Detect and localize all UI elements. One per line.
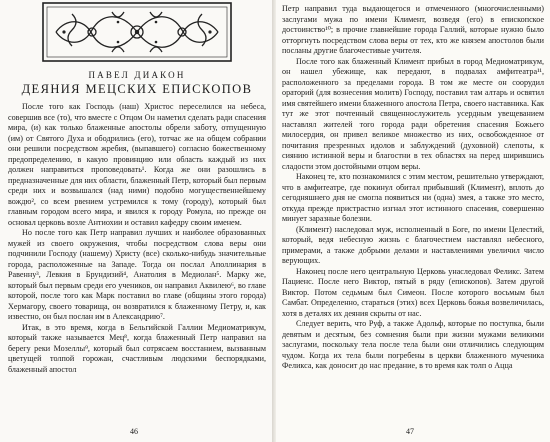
paragraph: Петр направил туда выдающегося и отмеченного (многочисленными) заслугами мужа по имени Климент, возведя (его) в епископское достоинство¹⁰; в прочие главнейшие города Галлий, которые нужно было отторгнуть посредством слова веры от тех, кто же князем апостолов были посланы другие благочестивые учителя. <box>282 4 544 55</box>
right-page <box>276 0 550 442</box>
author-heading: ПАВЕЛ ДИАКОН <box>88 70 186 80</box>
left-page <box>0 0 272 442</box>
page-number: 47 <box>406 427 414 436</box>
paragraph: После того как блаженный Климент прибыл в город Медиоматрикум, он нашел убежище, как передают, в подвалах амфитеатра¹¹, расположенного за пределами города. В том же месте он соорудил ораторий (для вознесения молитв) Господу, поставил там алтарь и освятил имя святейшего имени блаженного апостола Петра, своего наставника. Как тут же этот почтенный священнослужитель усердным увещеванием наставлял жителей того города ради обретения спасения Божьего милосердия, он привел великое множество из них, освобожденное от почитания презренных идолов и заблуждений (духовной) слепоты, к сиянию истинной веры и благостни в тех областях на перед ширившись сладости этом достойными отцом веры. <box>282 56 544 171</box>
paragraph: (Климент) наследовал муж, исполненный в Боге, по имени Целестий, который, ведя небесную жизнь с благочестием наставлял небесного, примерами, а также добрыми делами и наставлениями увеличил число верующих. <box>282 224 544 265</box>
paragraph: После того как Господь (наш) Христос переселился на небеса, совершив все (то), что вместе с Отцом Он наметил сделать ради спасения мира, (и) как только блаженные апостолы обрели заботу, отпущенную (им) от Святого Духа и ободрились (его), тотчас же на общем собрании они решили посредством жребия, (выпавшего) согласно божественному предопределению, в какую провинцию или область каждый из них должен направиться проповедовать¹. Когда же они разошлись в предназначенные для них области, блаженный Петр, который был первым среди них и возвышался (над ними) подобно могущественнейшему вождю², со всем рвением устремился к тому (городу), который был главным городом всего мира, и явился к городу Ромула, но прежде он основал церковь возле Антиохии и оставил кафедру своим именем. <box>8 102 266 227</box>
paragraph: Итак, в это время, когда в Бельгийской Галлии Медиоматрикум, который также называется Мец⁸, когда блаженный Петр направил на берегу реки Мозеллы⁹, который был сотрясаем восстанием, вызванным цветущей толпой горожан, счастливым людскими беспорядками, блаженный апостол <box>8 322 266 374</box>
chapter-title: ДЕЯНИЯ МЕЦСКИХ ЕПИСКОПОВ <box>21 82 253 96</box>
paragraph: Но после того как Петр направил лучших и наиболее образованных мужей из своего окружения, чтобы посредством слова веры они подчинили Господу (нашему) Христу (все) сколько-нибудь значительные города, расположенные на Западе. Тогда он послал Аполлинария в Равенну³, Левкия в Брундизий⁴, Анатолия в Медиолан⁵. Марку же, который был первым среди его учеников, он направил Аквилею⁶, во главе которой, после того как Марк поставил во главе (общины этого города) Хермагору, своего товарища, он возвратился к блаженному Петру, и, как известно, он был послан им в Александрию⁷. <box>8 228 266 321</box>
ornamental-headpiece <box>42 2 232 62</box>
paragraph: Наконец те, кто познакомился с этим местом, решительно утверждают, что в амфитеатре, где покинул обитал прибывший (Климент), вплоть до сегодняшнего дня не смогла появиться ни (одна) змея, а также это место, откуда прежде пристрастно изгнал этот истинного спасения, совершенно минует заразные болезни. <box>282 172 544 223</box>
paragraph: Наконец после него центральную Церковь унаследовал Феликс. Затем Пациенс. После него Виктор, пятый в ряду (епископов). Затем другой Виктор. Потом седьмым был Симеон. После которого восьмым был Самбат. Определенно, стараться (этих) всех Церковь божья возвеличилась, хотя в деталях их деяния скрыты от нас. <box>282 266 544 318</box>
page-number: 46 <box>130 427 138 436</box>
paragraph: Следует верить, что Руф, а также Адольф, которые по поступка, были девятым и десятым, без сомнения были при жизни мужами великими заслугами, поскольку тела после тела были они отличились следующим чудом. Когда их тела были погребены в церкви блаженного мученика Феликса, как доносит до нас предание, в то время как толп о Ацца <box>282 319 544 370</box>
